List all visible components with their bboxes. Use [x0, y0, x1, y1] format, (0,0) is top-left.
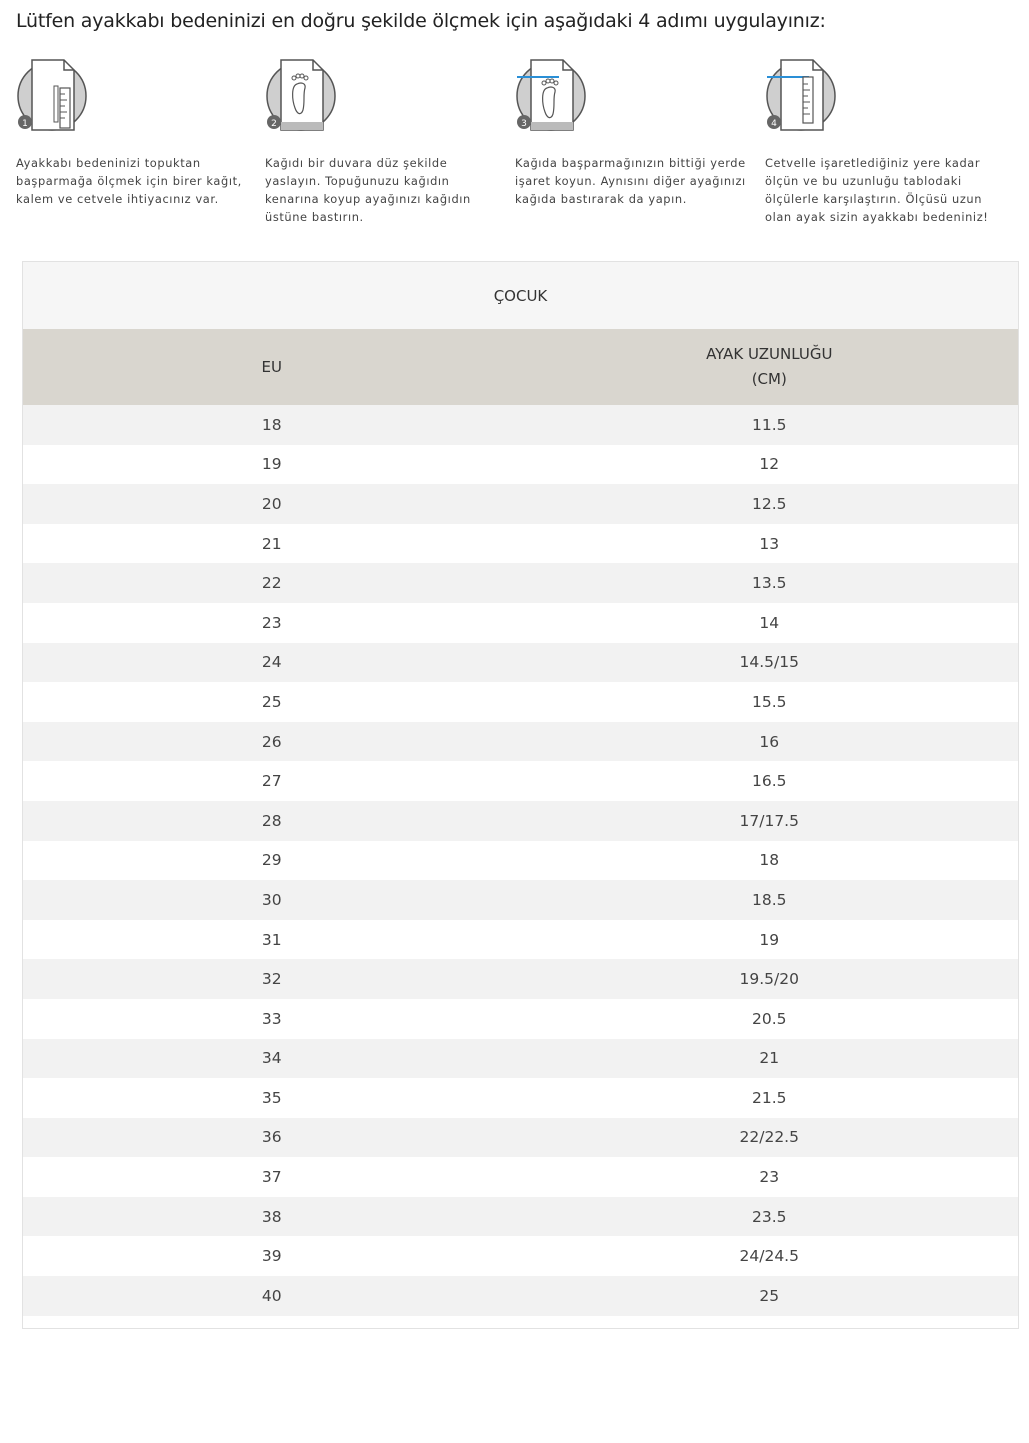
cell-foot-length: 21.5	[751, 1088, 787, 1107]
header-length-line2: (CM)	[751, 370, 787, 388]
cell-foot-length: 16.5	[751, 772, 787, 791]
table-row	[23, 682, 1018, 722]
cell-eu-size: 35	[261, 1088, 282, 1107]
cell-foot-length: 25	[759, 1286, 780, 1305]
cell-eu-size: 24	[261, 653, 282, 672]
cell-eu-size: 23	[261, 613, 282, 632]
table-row	[23, 524, 1018, 564]
table-row	[23, 920, 1018, 960]
cell-eu-size: 33	[261, 1009, 282, 1028]
table-row	[23, 1078, 1018, 1118]
cell-eu-size: 32	[261, 970, 282, 989]
cell-eu-size: 19	[261, 455, 282, 474]
cell-foot-length: 19	[759, 930, 780, 949]
table-row	[23, 959, 1018, 999]
step-3	[515, 56, 755, 208]
table-row	[23, 643, 1018, 683]
cell-foot-length: 21	[759, 1049, 780, 1068]
cell-eu-size: 34	[261, 1049, 282, 1068]
table-row	[23, 801, 1018, 841]
cell-eu-size: 27	[261, 772, 282, 791]
cell-eu-size: 30	[261, 890, 282, 909]
cell-eu-size: 40	[261, 1286, 282, 1305]
header-length-line1: AYAK UZUNLUĞU	[706, 345, 833, 363]
foot-on-paper-icon	[265, 56, 339, 136]
cell-foot-length: 13.5	[751, 574, 787, 593]
step-number: 2	[271, 119, 277, 129]
cell-foot-length: 18	[759, 851, 780, 870]
cell-foot-length: 14.5/15	[739, 653, 799, 672]
size-table	[22, 261, 1019, 1329]
ruler-paper-icon	[16, 56, 90, 136]
cell-eu-size: 39	[261, 1247, 282, 1266]
table-row	[23, 1157, 1018, 1197]
table-row	[23, 999, 1018, 1039]
cell-foot-length: 12.5	[751, 494, 787, 513]
cell-eu-size: 18	[261, 415, 282, 434]
step-text: Kağıdı bir duvara düz şekilde yaslayın. Topuğunuzu kağıdın kenarına koyup ayağınızı kağıdın üstüne bastırın.	[265, 156, 471, 224]
cell-eu-size: 31	[261, 930, 282, 949]
step-1	[16, 56, 256, 208]
cell-eu-size: 28	[261, 811, 282, 830]
cell-eu-size: 22	[261, 574, 282, 593]
table-row	[23, 445, 1018, 485]
cell-foot-length: 12	[759, 455, 780, 474]
table-row	[23, 1276, 1018, 1316]
cell-eu-size: 38	[261, 1207, 282, 1226]
step-text: Cetvelle işaretlediğiniz yere kadar ölçün ve bu uzunluğu tablodaki ölçülerle karşılaştırın. Ölçüsü uzun olan ayak sizin ayakkabı bedeniniz!	[765, 156, 989, 224]
table-row	[23, 761, 1018, 801]
step-number: 1	[22, 119, 28, 129]
cell-foot-length: 22/22.5	[739, 1128, 799, 1147]
cell-foot-length: 13	[759, 534, 780, 553]
table-row	[23, 722, 1018, 762]
table-row	[23, 1236, 1018, 1276]
cell-eu-size: 29	[261, 851, 282, 870]
mark-toe-icon	[515, 56, 589, 136]
step-number: 4	[771, 119, 777, 129]
step-2	[265, 56, 505, 226]
header-foot-length	[521, 329, 1019, 405]
table-row	[23, 563, 1018, 603]
cell-eu-size: 25	[261, 692, 282, 711]
cell-foot-length: 16	[759, 732, 780, 751]
cell-foot-length: 17/17.5	[739, 811, 799, 830]
header-eu: EU	[261, 357, 282, 376]
step-number: 3	[521, 119, 527, 129]
step-4	[765, 56, 1005, 226]
cell-foot-length: 23.5	[751, 1207, 787, 1226]
table-row	[23, 841, 1018, 881]
table-body	[23, 405, 1018, 1316]
cell-eu-size: 37	[261, 1168, 282, 1187]
cell-foot-length: 24/24.5	[739, 1247, 799, 1266]
table-row	[23, 880, 1018, 920]
step-text: Ayakkabı bedeninizi topuktan başparmağa ölçmek için birer kağıt, kalem ve cetvele ihtiyacınız var.	[16, 156, 242, 206]
step-text: Kağıda başparmağınızın bittiği yerde işaret koyun. Aynısını diğer ayağınızı kağıda bastırarak da yapın.	[515, 156, 746, 206]
cell-foot-length: 14	[759, 613, 780, 632]
page-title: Lütfen ayakkabı bedeninizi en doğru şekilde ölçmek için aşağıdaki 4 adımı uygulayınız:	[16, 10, 826, 32]
cell-foot-length: 18.5	[751, 890, 787, 909]
cell-foot-length: 19.5/20	[739, 970, 799, 989]
table-caption: ÇOCUK	[23, 262, 1018, 329]
measure-mark-icon	[765, 56, 839, 136]
table-row	[23, 1039, 1018, 1079]
cell-foot-length: 15.5	[751, 692, 787, 711]
cell-eu-size: 20	[261, 494, 282, 513]
cell-foot-length: 11.5	[751, 415, 787, 434]
table-header	[23, 329, 1018, 405]
cell-eu-size: 21	[261, 534, 282, 553]
cell-foot-length: 23	[759, 1168, 780, 1187]
table-row	[23, 603, 1018, 643]
cell-foot-length: 20.5	[751, 1009, 787, 1028]
table-row	[23, 484, 1018, 524]
table-row	[23, 1197, 1018, 1237]
cell-eu-size: 26	[261, 732, 282, 751]
table-row	[23, 405, 1018, 445]
table-row	[23, 1118, 1018, 1158]
cell-eu-size: 36	[261, 1128, 282, 1147]
